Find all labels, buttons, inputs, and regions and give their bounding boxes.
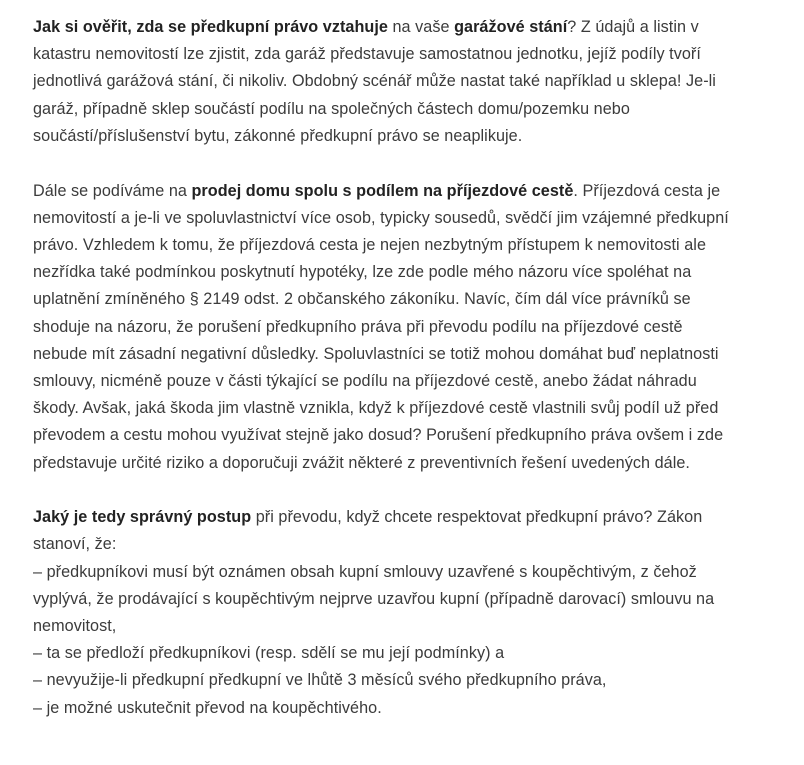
highlight-garage-parking: garážové stání (454, 18, 568, 36)
paragraph-text: při převodu, když chcete respektovat předkupní právo? Zákon stanoví, že: (33, 508, 703, 554)
highlight-house-sale-driveway: prodej domu spolu s podílem na příjezdové cestě (191, 181, 574, 200)
paragraph-garage (33, 14, 734, 150)
paragraph-text: ? Z údajů a listin v katastru nemovitostí lze zjistit, zda garáž představuje samostatnou jednotku, jejíž podíly tvoří jednotlivá garážová stání, či nikoliv. Obdobný scénář může nastat také například u sklepa! Je-li garáž, případně (33, 18, 716, 118)
paragraph-text: na vaše (387, 18, 455, 36)
paragraph-text: Dále se podíváme na (33, 181, 192, 200)
link-sklep[interactable]: sklep (151, 99, 190, 118)
list-item: – ta se předloží předkupníkovi (resp. sdělí se mu její podmínky) a (33, 644, 505, 663)
paragraph-text: . Příjezdová cesta je nemovitostí a je-li ve spoluvlastnictví více osob, typicky sousedů, svědčí jim vzájemné předkupní právo. Vzhledem k tomu, že příjezdová cesta je nejen nezbytným přístupem k nemovitosti ale nezřídka také podmínkou poskytnutí hypotéky, lze zde podle mého názoru více spoléhat na uplatnění zmíněného § 2149 odst. 2 občanského zákoníku. Navíc, čím dál více právníků se shoduje na názoru, že porušení předkupního práva při převodu podílu na příjezdové cestě nebude mít zásadní negativní důsledky. Spoluvlastníci se totiž mohou domáhat buď neplatnosti smlouvy, nicméně pouze v části týkající se podílu na příjezdové cestě, anebo žádat náhradu škody. Avšak, jaká škoda jim vlastně vznikla, když k příjezdové cestě vlastnili svůj podíl už před převodem a cestu mohou využívat stejně jako dosud? Porušení předkupního práva ovšem i zde představuje určité riziko a doporučuji zvážit některé z preventivních řešení uvedených dále. (33, 181, 729, 472)
list-item: – nevyužije-li předkupní předkupní ve lhůtě 3 měsíců svého předkupního práva, (33, 671, 607, 690)
heading-phrase-verify: Jak si ověřit, zda se předkupní právo vztahuje (33, 18, 388, 36)
list-item: – předkupníkovi musí být oznámen obsah kupní smlouvy uzavřené s koupěchtivým, z čehož vyplývá, že prodávající s koupěchtivým nejprve uzavřou kupní (případně darovací) smlouvu na nemovitost, (33, 562, 715, 636)
paragraph-text: součástí podílu na společných částech domu/pozemku nebo součástí/příslušenství bytu, zákonné předkupní právo se neaplikuje. (33, 99, 630, 145)
heading-phrase-procedure: Jaký je tedy správný postup (33, 508, 252, 527)
paragraph-procedure (33, 504, 734, 722)
list-item: – je možné uskutečnit převod na koupěchtivého. (33, 698, 382, 717)
paragraph-driveway (33, 178, 734, 477)
